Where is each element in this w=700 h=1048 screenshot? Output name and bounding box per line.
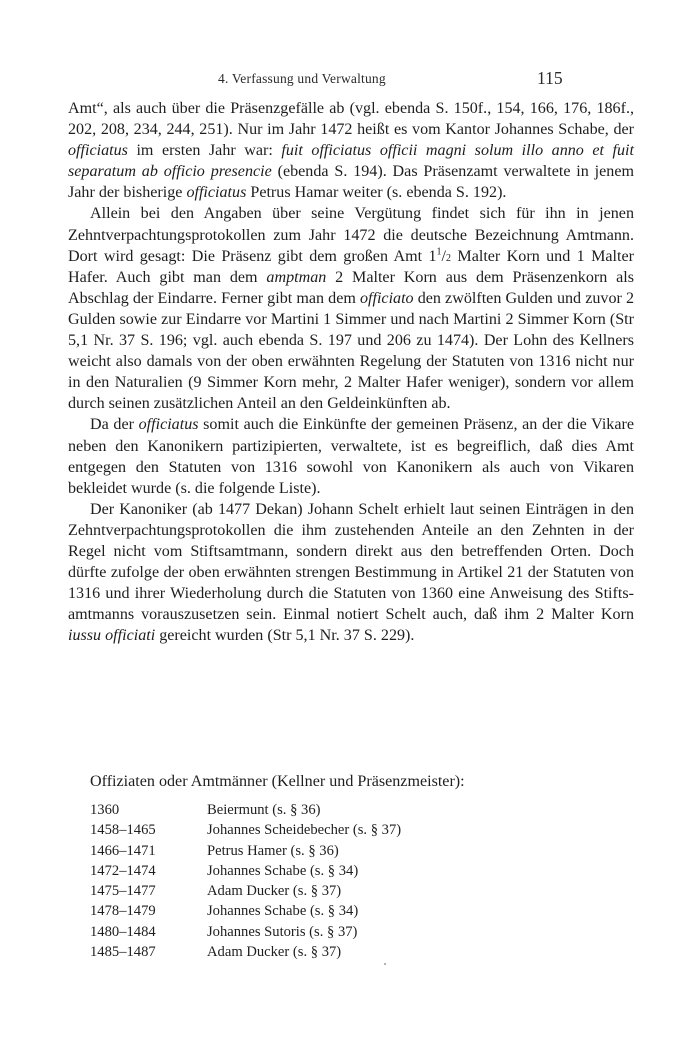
official-name: Petrus Hamer (s. § 36) xyxy=(207,842,339,859)
text-run: Petrus Hamar weiter (s. ebenda S. 192). xyxy=(246,184,507,202)
official-years: 1360 xyxy=(90,802,120,818)
official-years: 1475–1477 xyxy=(90,883,156,900)
scan-speck xyxy=(384,963,386,965)
officials-table xyxy=(90,800,610,962)
latin-term: officiatus xyxy=(138,416,199,434)
paragraph-3 xyxy=(68,414,634,498)
running-header xyxy=(0,68,700,92)
body-text xyxy=(68,98,634,646)
chapter-title: 4. Verfassung und Verwaltung xyxy=(218,71,386,86)
official-years: 1485–1487 xyxy=(90,944,156,961)
table-row xyxy=(90,881,610,901)
text-run: im ersten Jahr war: xyxy=(127,142,282,160)
fraction-denominator: 2 xyxy=(446,252,452,264)
text-run: gereicht wurden (Str 5,1 Nr. 37 S. 229). xyxy=(155,627,415,645)
latin-term: officiatus xyxy=(68,142,128,160)
table-row xyxy=(90,841,610,861)
latin-term: officiatus xyxy=(186,184,247,202)
list-heading: Offiziaten oder Amtmänner (Kellner und Präsenzmeister): xyxy=(90,773,465,790)
text-run: Da der xyxy=(90,416,139,434)
official-years: 1466–1471 xyxy=(90,842,156,859)
official-name: Adam Ducker (s. § 37) xyxy=(207,944,342,961)
official-years: 1458–1465 xyxy=(90,822,156,839)
fraction-one-half: $^1$/2 xyxy=(436,246,452,265)
text-run: Der Kanoniker (ab 1477 Dekan) Johann Schelt erhielt laut seinen Einträgen in den Zehntverpachtungsprotokollen die ihm zustehenden Anteile an den Zehnten in der Regel nicht vom Stiftsamtmann, sondern direkt aus den betreffenden Orten. Doch dürfte zufolge der oben erwähnten strengen Bestimmung in Artikel 21 der Statuten von 1316 und ihrer Wiederholung durch die Statuten von 1360 eine Anweisung des Stiftsamtmanns vorauszusetzen sein. Einmal notiert Schelt auch, daß ihm 2 Malter Korn xyxy=(68,500,634,624)
text-run: den zwölften Gulden und zuvor 2 Gulden sowie zur Eindarre vor Martini 1 Simmer und nach Martini 2 Simmer Korn (Str 5,1 Nr. 37 S. 196; vgl. auch ebenda S. 197 und 206 zu 1474). Der Lohn des Kellners weicht also damals von der oben erwähnten Regelung der Statuten von 1316 nicht nur in den Naturalien (9 Simmer Korn mehr, 2 Malter Hafer weniger), sondern vor allem durch seinen zusätzlichen Anteil an den Geldeinkünften ab. xyxy=(68,289,634,413)
text-run: Malter Korn und 1 Malter Hafer. Auch gibt man dem xyxy=(68,247,634,286)
table-row xyxy=(90,901,610,921)
latin-term: officiato xyxy=(359,289,414,307)
latin-quotation: fuit officiatus officii magni solum illo anno et fuit separatum ab officio presencie xyxy=(68,142,634,181)
text-run: 2 Malter Korn aus dem Präsenzenkorn als Abschlag der Eindarre. Ferner gibt man dem xyxy=(68,268,634,307)
table-row xyxy=(90,800,610,820)
official-years: 1478–1479 xyxy=(90,903,156,920)
page-number: 115 xyxy=(537,68,563,88)
official-name: Adam Ducker (s. § 37) xyxy=(207,883,342,900)
paragraph-2 xyxy=(68,203,634,414)
paragraph-1 xyxy=(68,98,634,203)
table-row xyxy=(90,820,610,840)
official-name: Johannes Schabe (s. § 34) xyxy=(207,862,359,879)
official-years: 1472–1474 xyxy=(90,862,156,879)
fraction-numerator: 1 xyxy=(436,246,442,258)
text-run: Amt“, als auch über die Präsenzgefälle ab (vgl. ebenda S. 150f., 154, 166, 176, 186f., 202, 208, 234, 244, 251). Nur im Jahr 1472 heißt es vom Kantor Johannes Schabe, der xyxy=(68,100,634,139)
official-name: Johannes Sutoris (s. § 37) xyxy=(207,923,358,940)
table-row xyxy=(90,922,610,942)
official-name: Beiermunt (s. § 36) xyxy=(207,802,321,818)
paragraph-4 xyxy=(68,499,634,647)
table-row xyxy=(90,861,610,881)
latin-term: amptman xyxy=(266,268,327,286)
text-run: (ebenda S. 194). Das Präsenzamt verwaltete in jenem Jahr der bisherige xyxy=(68,163,634,202)
text-run: Allein bei den Angaben über seine Vergütung findet sich für ihn in jenen Zehntverpachtungsprotokollen zum Jahr 1472 die deutsche Bezeichnung Amtmann. Dort wird gesagt: Die Präsenz gibt dem großen Amt 1 xyxy=(68,205,634,265)
table-row xyxy=(90,942,610,962)
latin-term: iussu officiati xyxy=(68,627,156,645)
official-name: Johannes Schabe (s. § 34) xyxy=(207,903,359,920)
official-years: 1480–1484 xyxy=(90,923,156,940)
official-name: Johannes Scheidebecher (s. § 37) xyxy=(207,822,402,839)
text-run: somit auch die Einkünfte der gemeinen Präsenz, an der die Vikare neben den Kanonikern partizipierten, verwaltete, ist es begreiflich, daß dies Amt entgegen den Statuten von 1316 sowohl von Kanonikern als auch von Vikaren bekleidet wurde (s. die folgende Liste). xyxy=(68,416,634,497)
